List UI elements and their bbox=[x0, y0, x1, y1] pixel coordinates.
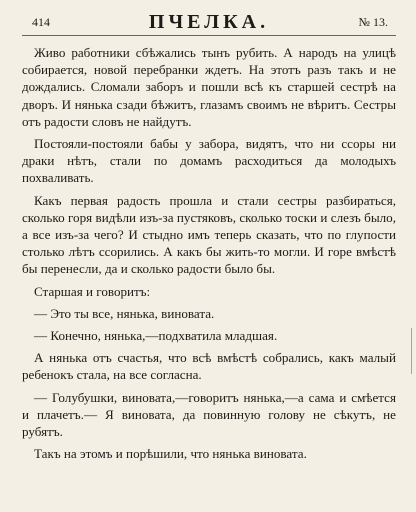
paragraph: Какъ первая радость прошла и стали сестры разбираться, сколько горя видѣли изъ-за пустяковъ, сколько тоски и слезъ было, а все изъ-за чего? И стыдно имъ теперь сказать, что по глупости столько лѣтъ ссорились. А какъ бы жить-то могли. И горе вмѣстѣ бы перенесли, да и сколько радости было бы. bbox=[22, 192, 396, 277]
dialogue-line: — Голубушки, виновата,—говоритъ нянька,—а сама и смѣется и плачетъ.— Я виновата, да повинную голову не сѣкутъ, не рубятъ. bbox=[22, 389, 396, 440]
dialogue-line: — Это ты все, нянька, виновата. bbox=[34, 305, 215, 321]
paragraph: Старшая и говоритъ: bbox=[34, 283, 151, 299]
paragraph: Живо работники сбѣжались тынъ рубить. А народъ на улицѣ собирается, новой перебранки ждетъ. На этотъ разъ такъ и не дождались. Сломали заборъ и пошли всѣ къ старшей сестрѣ на дворъ. И нянька сзади бѣжитъ, глазамъ своимъ не вѣритъ. Сестры отъ радости словъ не найдутъ. bbox=[22, 45, 396, 129]
paragraph: Постояли-постояли бабы у забора, видятъ, что ни ссоры ни драки нѣтъ, стали по домамъ расходиться да молодыхъ похваливать. bbox=[22, 136, 396, 186]
paragraph: Такъ на этомъ и порѣшили, что нянька виновата. bbox=[34, 446, 307, 462]
margin-mark bbox=[411, 328, 412, 374]
page-header bbox=[22, 8, 396, 36]
dialogue-line: — Конечно, нянька,—подхватила младшая. bbox=[34, 328, 278, 344]
issue-number: № 13. bbox=[358, 15, 388, 29]
page-number: 414 bbox=[32, 15, 50, 29]
journal-title: ПЧЕЛКА. bbox=[148, 11, 270, 33]
story-text bbox=[22, 44, 396, 462]
paragraph: А нянька отъ счастья, что всѣ вмѣстѣ собрались, какъ малый ребенокъ стала, на все согласна. bbox=[22, 350, 396, 383]
